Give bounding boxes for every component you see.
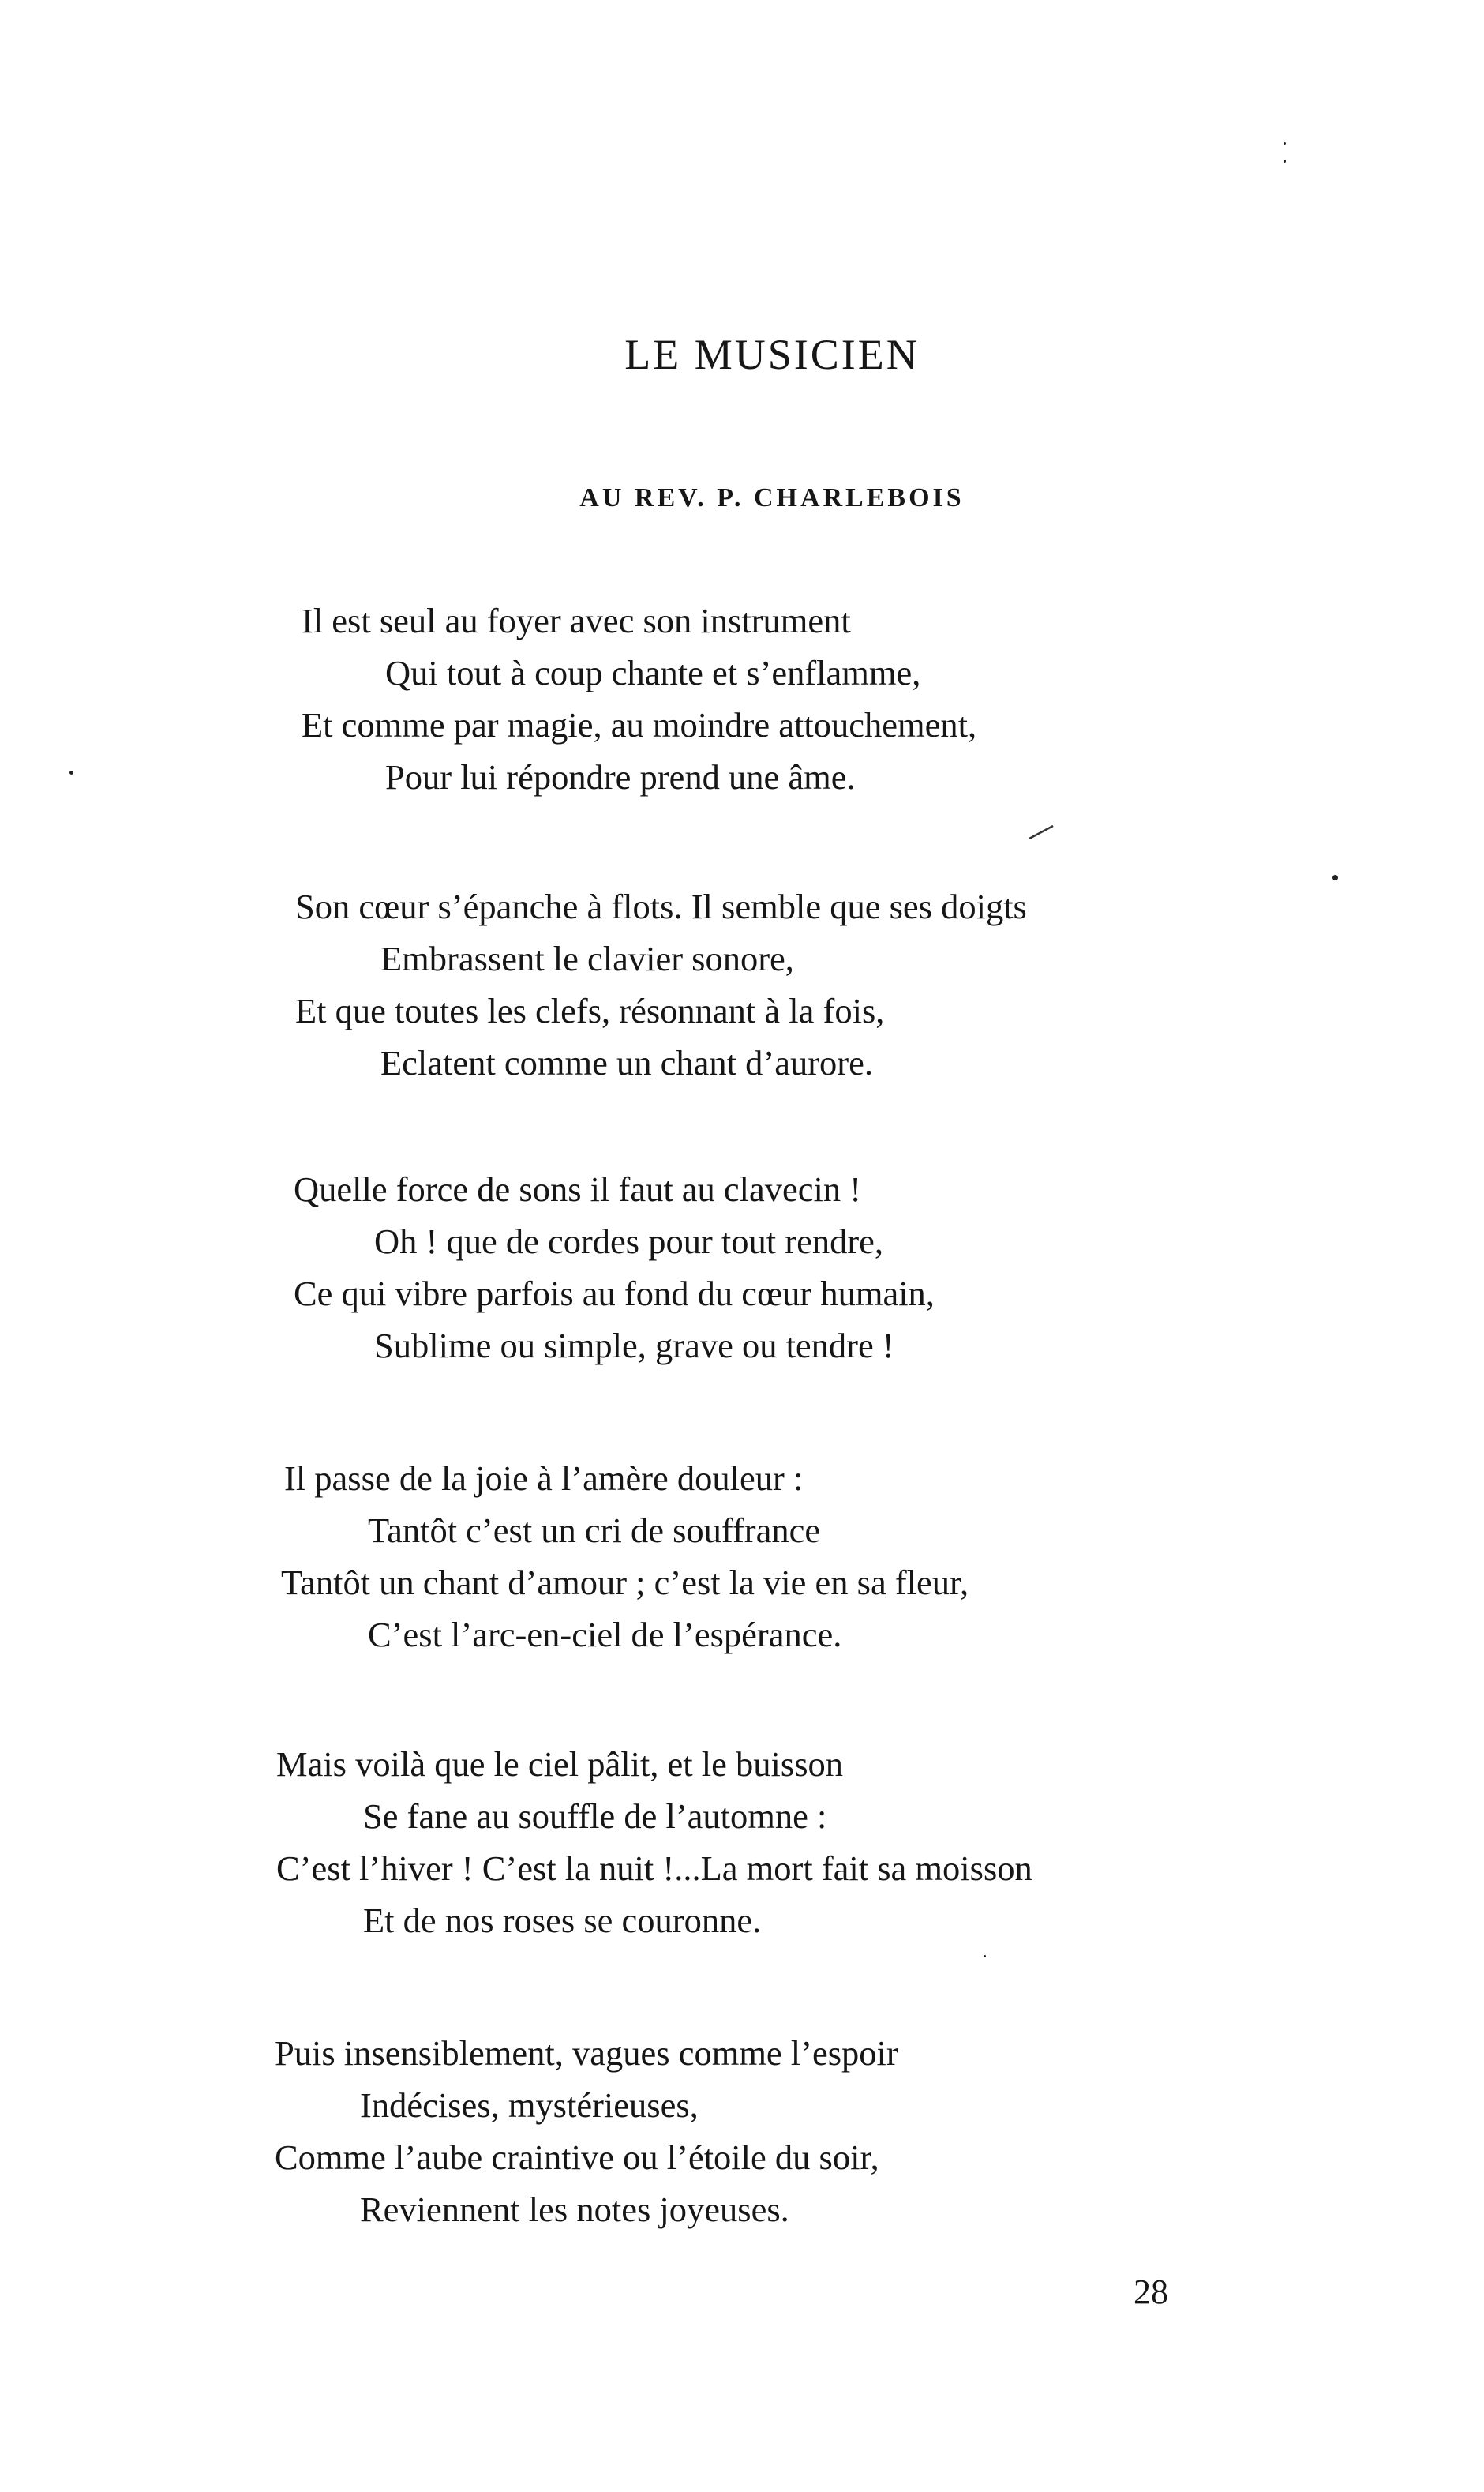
verse-line: Sublime ou simple, grave ou tendre !: [374, 1326, 894, 1365]
verse-line: Reviennent les notes joyeuses.: [360, 2190, 789, 2229]
verse-line: Quelle force de sons il faut au clavecin !: [294, 1169, 862, 1209]
verse-line: C’est l’arc-en-ciel de l’espérance.: [368, 1615, 842, 1654]
print-speck: [69, 771, 73, 775]
verse-line: Indécises, mystérieuses,: [360, 2085, 699, 2125]
print-speck: [1332, 875, 1338, 880]
verse-line: Il passe de la joie à l’amère douleur :: [284, 1458, 804, 1498]
verse-line: Se fane au souffle de l’automne :: [363, 1796, 827, 1836]
verse-line: Eclatent comme un chant d’aurore.: [380, 1043, 873, 1083]
verse-line: Et que toutes les clefs, résonnant à la fois,: [295, 991, 885, 1030]
verse-line: Tantôt c’est un cri de souffrance: [368, 1511, 821, 1550]
verse-line: Il est seul au foyer avec son instrument: [302, 601, 851, 640]
verse-line: Puis insensiblement, vagues comme l’espoir: [275, 2033, 898, 2073]
verse-line: Qui tout à coup chante et s’enflamme,: [385, 653, 921, 692]
page-number: 28: [1134, 2272, 1168, 2311]
verse-line: Embrassent le clavier sonore,: [380, 939, 794, 978]
verse-line: Ce qui vibre parfois au fond du cœur humain,: [294, 1274, 935, 1313]
verse-line: Tantôt un chant d’amour ; c’est la vie en sa fleur,: [281, 1563, 969, 1602]
poem-dedication: AU REV. P. CHARLEBOIS: [579, 483, 965, 512]
print-speck: [1284, 142, 1286, 145]
verse-line: Mais voilà que le ciel pâlit, et le buisson: [276, 1744, 844, 1784]
verse-line: Pour lui répondre prend une âme.: [385, 757, 856, 797]
verse-line: Son cœur s’épanche à flots. Il semble que ses doigts: [295, 887, 1027, 926]
print-speck: [984, 1955, 986, 1957]
verse-line: Comme l’aube craintive ou l’étoile du soir,: [275, 2137, 879, 2177]
pen-mark: [1026, 821, 1058, 845]
verse-line: Et comme par magie, au moindre attouchement,: [302, 705, 977, 745]
verse-line: Oh ! que de cordes pour tout rendre,: [374, 1222, 884, 1261]
verse-line: Et de nos roses se couronne.: [363, 1901, 762, 1940]
verse-line: C’est l’hiver ! C’est la nuit !...La mort fait sa moisson: [276, 1848, 1032, 1888]
poem-title: LE MUSICIEN: [624, 331, 920, 378]
print-speck: [1284, 160, 1286, 163]
